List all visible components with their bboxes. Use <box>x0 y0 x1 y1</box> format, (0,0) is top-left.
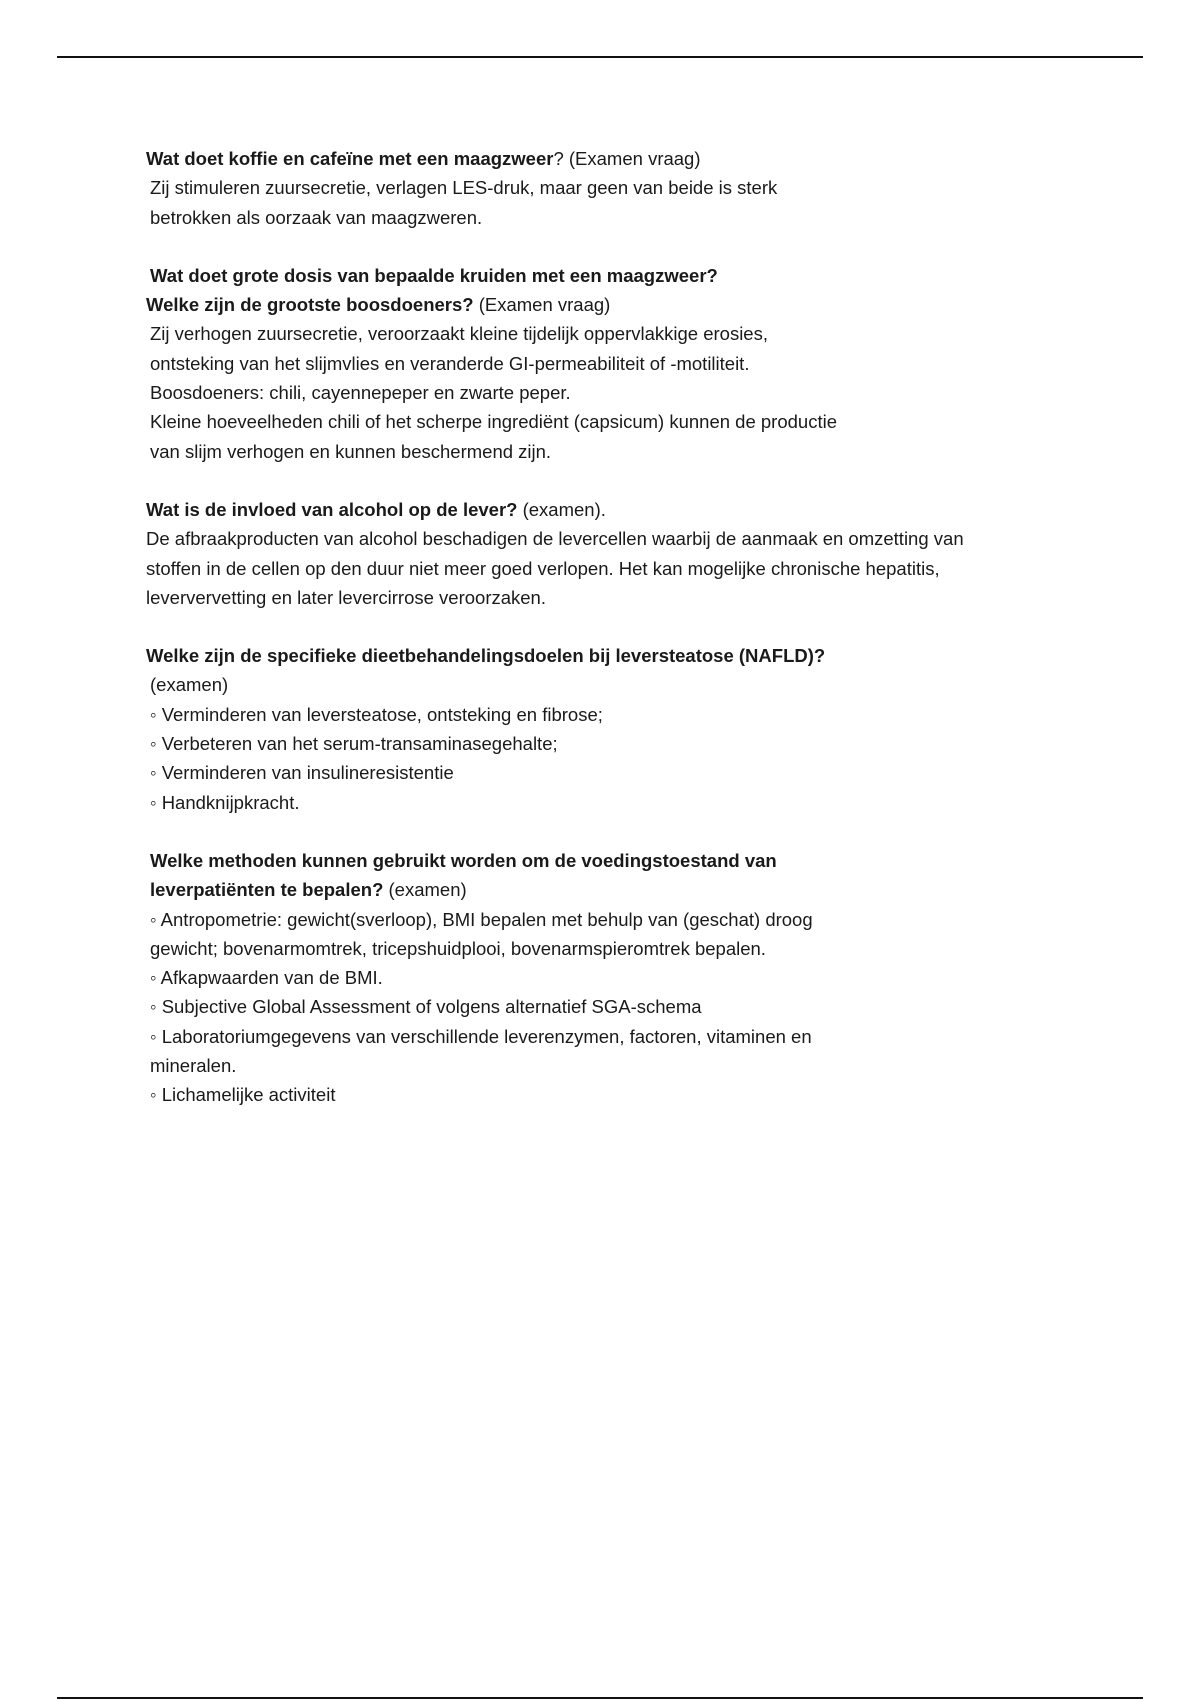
answer-line: mineralen. <box>150 1055 237 1077</box>
bullet-item: ◦ Handknijpkracht. <box>150 791 300 813</box>
qa-nafld-goals <box>146 641 1076 817</box>
qa-alcohol-liver <box>146 495 1076 612</box>
question <box>146 495 1076 524</box>
bullet-item: ◦ Laboratoriumgegevens van verschillende leverenzymen, factoren, vitaminen en <box>150 1025 812 1047</box>
question <box>146 144 1076 173</box>
question-bold: Wat is de invloed van alcohol op de lever? <box>146 498 518 520</box>
answer-line: Zij verhogen zuursecretie, veroorzaakt kleine tijdelijk oppervlakkige erosies, <box>150 323 768 345</box>
answer-line: De afbraakproducten van alcohol beschadigen de levercellen waarbij de aanmaak en omzetting van <box>146 528 964 550</box>
question-bold: Welke zijn de specifieke dieetbehandelingsdoelen bij leversteatose (NAFLD)? <box>146 645 826 667</box>
header-rule <box>57 56 1143 58</box>
qa-nutrition-status <box>146 846 1076 1110</box>
question <box>146 290 1076 319</box>
question-suffix: (Examen vraag) <box>473 294 611 316</box>
question-bold: Welke zijn de grootste boosdoeners? <box>146 294 474 316</box>
qa-herbs <box>146 261 1076 466</box>
answer-line: ontsteking van het slijmvlies en veranderde GI-permeabiliteit of -motiliteit. <box>150 352 750 374</box>
answer-line: van slijm verhogen en kunnen beschermend zijn. <box>150 440 552 462</box>
question-line: Wat doet grote dosis van bepaalde kruiden met een maagzweer? <box>150 264 718 286</box>
answer-line: gewicht; bovenarmomtrek, tricepshuidplooi, bovenarmspieromtrek bepalen. <box>150 937 766 959</box>
question-suffix: ? (Examen vraag) <box>553 148 701 169</box>
answer-line: Kleine hoeveelheden chili of het scherpe ingrediënt (capsicum) kunnen de productie <box>150 411 837 433</box>
question-bold: Wat doet koffie en cafeïne met een maagzweer <box>146 148 554 169</box>
bullet-item: ◦ Subjective Global Assessment of volgens alternatief SGA-schema <box>150 996 702 1018</box>
answer-line: Zij stimuleren zuursecretie, verlagen LES-druk, maar geen van beide is sterk <box>150 177 778 199</box>
bullet-item: ◦ Antropometrie: gewicht(sverloop), BMI bepalen met behulp van (geschat) droog <box>150 908 813 930</box>
question-suffix: (examen). <box>517 498 606 520</box>
document-body <box>146 144 1076 1139</box>
answer-line: leververvetting en later levercirrose veroorzaken. <box>146 586 546 608</box>
question <box>146 875 1076 904</box>
answer-line: betrokken als oorzaak van maagzweren. <box>150 206 483 228</box>
question-bold: leverpatiënten te bepalen? <box>150 879 384 901</box>
qa-coffee-caffeine <box>146 144 1076 232</box>
bullet-item: ◦ Lichamelijke activiteit <box>150 1084 336 1106</box>
answer-line: stoffen in de cellen op den duur niet meer goed verlopen. Het kan mogelijke chronische hepatitis, <box>146 557 940 579</box>
bullet-item: ◦ Verminderen van leversteatose, ontsteking en fibrose; <box>150 703 603 725</box>
footer-rule <box>57 1697 1143 1699</box>
question-suffix: (examen) <box>383 879 467 901</box>
question-suffix: (examen) <box>150 674 229 696</box>
answer-line: Boosdoeners: chili, cayennepeper en zwarte peper. <box>150 382 571 404</box>
bullet-item: ◦ Verbeteren van het serum-transaminasegehalte; <box>150 733 558 755</box>
bullet-item: ◦ Afkapwaarden van de BMI. <box>150 967 383 989</box>
question-line: Welke methoden kunnen gebruikt worden om de voedingstoestand van <box>150 849 777 871</box>
bullet-item: ◦ Verminderen van insulineresistentie <box>150 762 454 784</box>
